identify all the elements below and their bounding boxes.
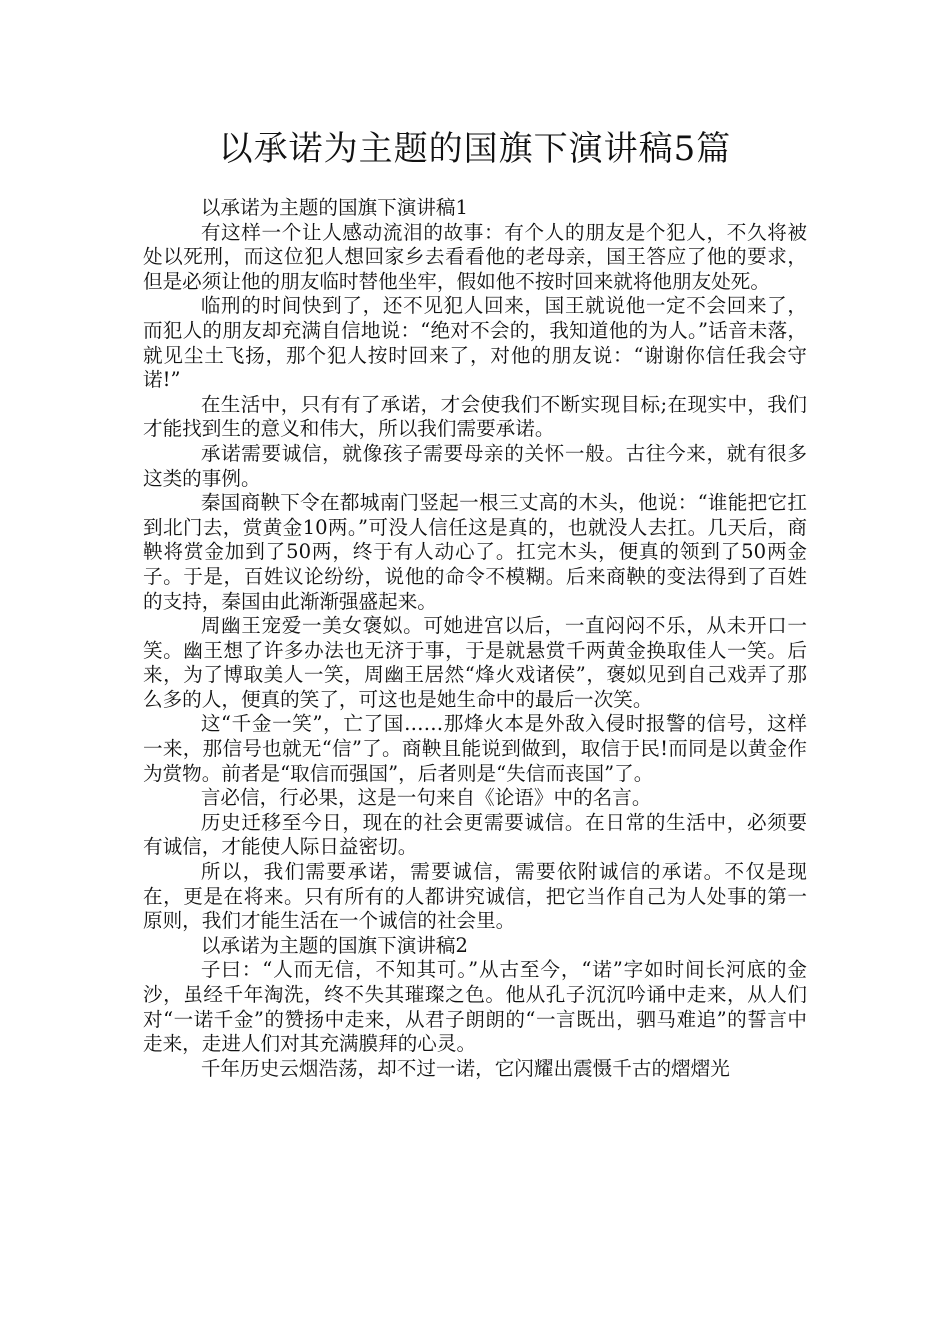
paragraph: 秦国商鞅下令在都城南门竖起一根三丈高的木头，他说：“谁能把它扛到北门去，赏黄金10两。”可没人信任这是真的，也就没人去扛。几天后，商鞅将赏金加到了50两，终于有人动心了。扛完木头，便真的领到了50两金子。于是，百姓议论纷纷，说他的命令不模糊。后来商鞅的变法得到了百姓的支持，秦国由此渐渐强盛起来。	[143, 491, 807, 613]
paragraph: 承诺需要诚信，就像孩子需要母亲的关怀一般。古往今来，就有很多这类的事例。	[143, 441, 807, 490]
paragraph: 千年历史云烟浩荡，却不过一诺，它闪耀出震慑千古的熠熠光	[200, 1056, 730, 1080]
paragraph: 言必信，行必果，这是一句来自《论语》中的名言。	[200, 786, 652, 810]
section-heading: 以承诺为主题的国旗下演讲稿2	[200, 933, 468, 957]
paragraph: 有这样一个让人感动流泪的故事：有个人的朋友是个犯人，不久将被处以死刑，而这位犯人想回家乡去看看他的老母亲，国王答应了他的要求，但是必须让他的朋友临时替他坐牢，假如他不按时回来就将他朋友处死。	[143, 220, 807, 293]
section-heading: 以承诺为主题的国旗下演讲稿1	[200, 196, 468, 219]
paragraph: 临刑的时间快到了，还不见犯人回来，国王就说他一定不会回来了，而犯人的朋友却充满自信地说：“绝对不会的，我知道他的为人。”话音未落，就见尘土飞扬，那个犯人按时回来了，对他的朋友说：“谢谢你信任我会守诺!”	[143, 294, 807, 392]
paragraph: 历史迁移至今日，现在的社会更需要诚信。在日常的生活中，必须要有诚信，才能使人际日益密切。	[143, 810, 807, 859]
paragraph: 这“千金一笑”，亡了国……那烽火本是外敌入侵时报警的信号，这样一来，那信号也就无“信”了。商鞅且能说到做到，取信于民!而同是以黄金作为赏物。前者是“取信而强国”，后者则是“失信而丧国”了。	[143, 712, 807, 785]
document-body	[143, 196, 807, 1081]
paragraph: 在生活中，只有有了承诺，才会使我们不断实现目标;在现实中，我们才能找到生的意义和伟大，所以我们需要承诺。	[143, 392, 807, 441]
paragraph: 周幽王宠爱一美女褒姒。可她进宫以后，一直闷闷不乐，从未开口一笑。幽王想了许多办法也无济于事，于是就悬赏千两黄金换取佳人一笑。后来，为了博取美人一笑，周幽王居然“烽火戏诸侯”，褒姒见到自己戏弄了那么多的人，便真的笑了，可这也是她生命中的最后一次笑。	[143, 614, 807, 711]
document-title: 以承诺为主题的国旗下演讲稿5篇	[218, 129, 732, 169]
paragraph: 所以，我们需要承诺，需要诚信，需要依附诚信的承诺。不仅是现在，更是在将来。只有所有的人都讲究诚信，把它当作自己为人处事的第一原则，我们才能生活在一个诚信的社会里。	[143, 860, 807, 933]
paragraph: 子曰：“人而无信，不知其可。”从古至今，“诺”字如时间长河底的金沙，虽经千年淘洗，终不失其璀璨之色。他从孔子沉沉吟诵中走来，从人们对“一诺千金”的赞扬中走来，从君子朗朗的“一言既出，驷马难追”的誓言中走来，走进人们对其充满膜拜的心灵。	[143, 958, 807, 1056]
